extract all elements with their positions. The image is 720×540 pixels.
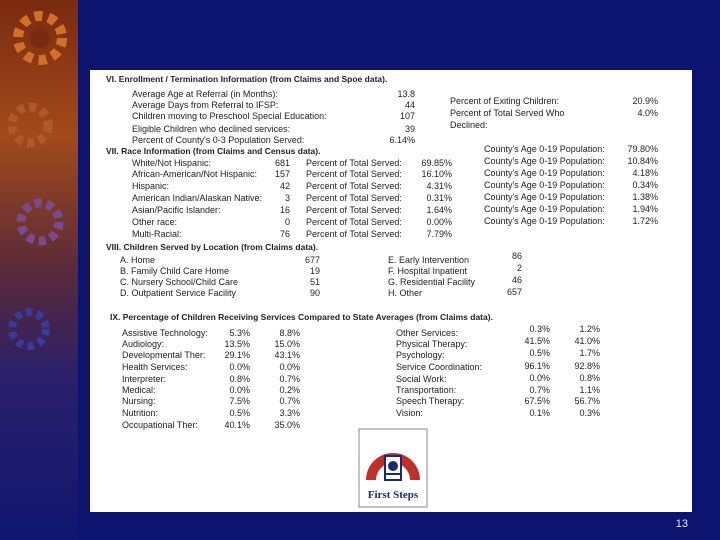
race-pct-label: Percent of Total Served: [306, 193, 402, 203]
location-label: E. Early Intervention [388, 255, 470, 265]
location-value: 90 [309, 288, 320, 298]
sec6-value: 44 [404, 100, 415, 110]
location-value: 677 [304, 255, 320, 265]
race-label: Other race: [132, 217, 178, 227]
service-label: Social Work: [396, 374, 447, 384]
service-state-pct: 0.2% [279, 385, 300, 395]
service-state-pct: 1.1% [579, 385, 600, 395]
service-county-pct: 40.1% [224, 420, 250, 430]
service-county-pct: 0.7% [529, 385, 550, 395]
service-state-pct: 92.8% [574, 361, 600, 371]
race-pct-label: Percent of Total Served: [306, 205, 402, 215]
service-label: Vision: [396, 408, 423, 418]
sec6-right-label: Percent of Exiting Children: [450, 96, 560, 106]
service-state-pct: 8.8% [279, 328, 300, 338]
location-label: B. Family Child Care Home [120, 266, 230, 276]
sec6-label: Average Days from Referral to IFSP: [132, 100, 279, 110]
service-label: Audiology: [122, 339, 165, 349]
service-county-pct: 0.3% [529, 324, 550, 334]
location-value: 2 [516, 263, 522, 273]
page-number: 13 [675, 518, 688, 530]
service-state-pct: 1.2% [579, 324, 600, 334]
county-pop-pct: 1.38% [632, 192, 658, 202]
service-state-pct: 0.8% [579, 373, 600, 383]
service-state-pct: 0.0% [279, 362, 300, 372]
service-county-pct: 67.5% [524, 396, 550, 406]
race-pct-label: Percent of Total Served: [306, 169, 402, 179]
service-label: Other Services: [396, 328, 459, 338]
service-label: Assistive Technology: [122, 328, 208, 338]
service-label: Interpreter: [122, 374, 167, 384]
gear-icon [0, 95, 60, 155]
service-county-pct: 0.8% [229, 374, 250, 384]
location-label: A. Home [120, 255, 156, 265]
county-pop-pct: 4.18% [632, 168, 658, 178]
section-ix-title: IX. Percentage of Children Receiving Services Compared to State Averages (from Claims data). [110, 312, 493, 322]
report-page [90, 70, 692, 512]
race-pct-label: Percent of Total Served: [306, 217, 402, 227]
service-county-pct: 5.3% [229, 328, 250, 338]
service-county-pct: 0.0% [229, 385, 250, 395]
county-pop-label: County's Age 0-19 Population: [484, 144, 605, 154]
race-pct-label: Percent of Total Served: [306, 229, 402, 239]
service-state-pct: 0.3% [579, 408, 600, 418]
county-pop-pct: 0.34% [632, 180, 658, 190]
location-value: 657 [506, 287, 522, 297]
service-label: Developmental Ther: [122, 350, 206, 360]
race-label: Hispanic: [132, 181, 170, 191]
background-strip [0, 0, 78, 540]
sec6-right-label: Declined: [450, 120, 488, 130]
county-pop-pct: 10.84% [627, 156, 658, 166]
service-county-pct: 7.5% [229, 396, 250, 406]
race-pct: 69.85% [421, 158, 452, 168]
sec6-right-value: 20.9% [632, 96, 658, 106]
section-viii-title: VIII. Children Served by Location (from Claims data). [106, 242, 319, 252]
race-label: White/Not Hispanic: [132, 158, 212, 168]
county-pop-label: County's Age 0-19 Population: [484, 180, 605, 190]
sec6-right-value: 4.0% [637, 108, 658, 118]
race-count: 681 [274, 158, 290, 168]
race-pct: 4.31% [426, 181, 452, 191]
county-pop-label: County's Age 0-19 Population: [484, 216, 605, 226]
county-pop-pct: 1.72% [632, 216, 658, 226]
county-pop-label: County's Age 0-19 Population: [484, 204, 605, 214]
location-value: 86 [511, 251, 522, 261]
gear-icon [2, 0, 78, 76]
location-label: G. Residential Facility [388, 277, 476, 287]
race-count: 157 [274, 169, 290, 179]
sec6-label: Average Age at Referral (in Months): [132, 89, 278, 99]
race-count: 3 [284, 193, 290, 203]
service-label: Psychology: [396, 350, 445, 360]
service-state-pct: 0.7% [279, 396, 300, 406]
service-county-pct: 0.1% [529, 408, 550, 418]
service-state-pct: 0.7% [279, 374, 300, 384]
service-label: Nutrition: [122, 408, 159, 418]
section-vi-title: VI. Enrollment / Termination Information (from Claims and Spoe data). [106, 74, 388, 84]
race-pct: 16.10% [421, 169, 452, 179]
section-vii-title: VII. Race Information (from Claims and Census data). [106, 146, 321, 156]
service-county-pct: 29.1% [224, 350, 250, 360]
location-label: H. Other [388, 288, 423, 298]
county-pop-pct: 79.80% [627, 144, 658, 154]
location-label: D. Outpatient Service Facility [120, 288, 237, 298]
sec6-value: 107 [399, 111, 415, 121]
county-pop-label: County's Age 0-19 Population: [484, 168, 605, 178]
service-county-pct: 0.5% [529, 348, 550, 358]
location-label: F. Hospital Inpatient [388, 266, 468, 276]
service-state-pct: 1.7% [579, 348, 600, 358]
race-count: 42 [279, 181, 290, 191]
race-count: 16 [279, 205, 290, 215]
service-county-pct: 0.0% [229, 362, 250, 372]
race-pct: 1.64% [426, 205, 452, 215]
service-label: Transportation: [396, 385, 457, 395]
race-pct: 0.00% [426, 217, 452, 227]
service-label: Speech Therapy: [396, 396, 465, 406]
location-label: C. Nursery School/Child Care [120, 277, 239, 287]
service-label: Health Services: [122, 362, 188, 372]
sec6-value: 6.14% [389, 135, 415, 145]
sec6-value: 13.8 [397, 89, 415, 99]
race-pct: 0.31% [426, 193, 452, 203]
service-county-pct: 13.5% [224, 339, 250, 349]
county-pop-label: County's Age 0-19 Population: [484, 156, 605, 166]
service-county-pct: 41.5% [524, 336, 550, 346]
service-label: Medical: [122, 385, 156, 395]
race-count: 76 [279, 229, 290, 239]
race-pct: 7.79% [426, 229, 452, 239]
service-state-pct: 3.3% [279, 408, 300, 418]
service-label: Service Coordination: [396, 362, 483, 372]
service-county-pct: 0.5% [229, 408, 250, 418]
race-pct-label: Percent of Total Served: [306, 158, 402, 168]
location-value: 46 [511, 275, 522, 285]
location-value: 19 [309, 266, 320, 276]
race-pct-label: Percent of Total Served: [306, 181, 402, 191]
service-state-pct: 15.0% [274, 339, 300, 349]
service-state-pct: 35.0% [274, 420, 300, 430]
county-pop-pct: 1.94% [632, 204, 658, 214]
gear-icon [0, 300, 58, 358]
gear-icon [8, 190, 72, 254]
sec6-value: 39 [404, 124, 415, 134]
service-label: Physical Therapy: [396, 339, 468, 349]
location-value: 51 [309, 277, 320, 287]
race-count: 0 [284, 217, 290, 227]
sec6-label: Eligible Children who declined services: [132, 124, 291, 134]
sec6-label: Children moving to Preschool Special Education: [132, 111, 327, 121]
service-state-pct: 56.7% [574, 396, 600, 406]
service-county-pct: 0.0% [529, 373, 550, 383]
first-steps-logo [358, 428, 428, 508]
service-label: Nursing: [122, 396, 156, 406]
service-county-pct: 96.1% [524, 361, 550, 371]
service-state-pct: 43.1% [274, 350, 300, 360]
sec6-label: Percent of County's 0-3 Population Served: [132, 135, 305, 145]
county-pop-label: County's Age 0-19 Population: [484, 192, 605, 202]
sec6-right-label: Percent of Total Served Who [450, 108, 565, 118]
service-state-pct: 41.0% [574, 336, 600, 346]
race-label: African-American/Not Hispanic: [132, 169, 258, 179]
race-label: Multi-Racial: [132, 229, 182, 239]
race-label: American Indian/Alaskan Native: [132, 193, 263, 203]
service-label: Occupational Ther: [122, 420, 198, 430]
race-label: Asian/Pacific Islander: [132, 205, 221, 215]
svg-text:First Steps: First Steps [367, 489, 419, 501]
